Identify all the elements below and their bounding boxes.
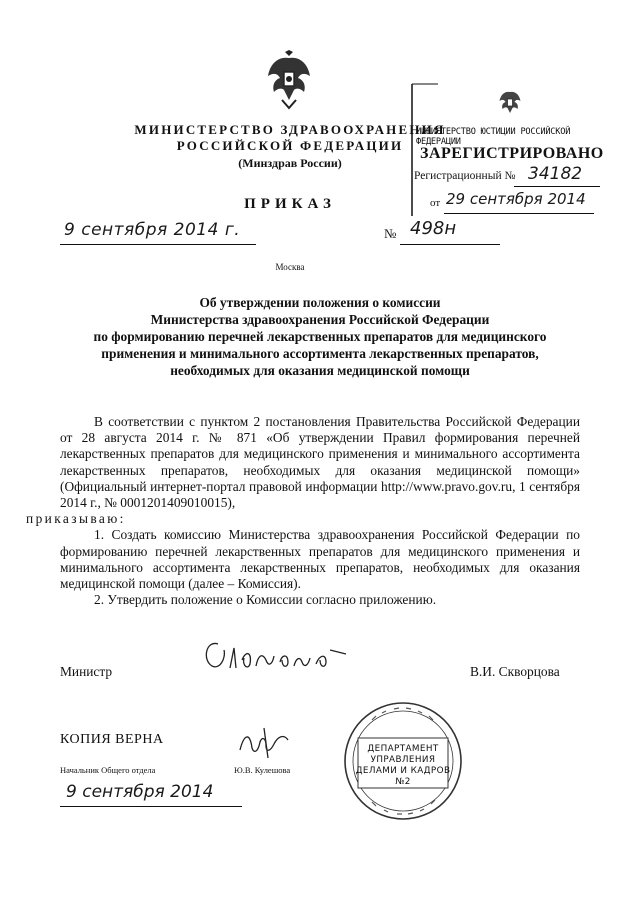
registration-date-underline [444,213,594,214]
minister-signature [196,630,366,680]
copy-date: 9 сентября 2014 [66,782,214,802]
ministry-line1: МИНИСТЕРСТВО ЗДРАВООХРАНЕНИЯ [134,122,446,137]
copy-signature [234,724,304,760]
ministry-line2: РОССИЙСКОЙ ФЕДЕРАЦИИ [176,138,404,153]
stamp-line: ДЕПАРТАМЕНТ [367,744,439,754]
document-title [60,294,580,379]
registration-date-prefix: от [430,197,441,209]
date-underline [60,244,256,245]
order-number: 498н [410,218,457,239]
item-1-paragraph: 1. Создать комиссию Министерства здравоохранения Российской Федерации по формированию перечней лекарственных препаратов для медицинского применения и минимального ассортимента лекарственных препаратов, необходимых для оказания медицинской помощи (далее – Комиссия). [60,527,580,592]
stamp-line: УПРАВЛЕНИЯ [370,755,436,765]
title-line: применения и минимального ассортимента лекарственных препаратов, [101,346,539,361]
stamp-line: №2 [395,777,411,787]
preamble-text: В соответствии с пунктом 2 постановления Правительства Российской Федерации от 28 августа 2014 г. № 871 «Об утверждении Правил формирования перечней лекарственных препаратов для медицинского применения и минимального ассортимента лекарственных препаратов, необходимых для оказания медицинской помощи» (Официальный интернет-портал правовой информации http://www.pravo.gov.ru, 1 сентября 2014 г., № 0001201409010015), [60,414,580,511]
ministry-short-name: (Минздрав России) [238,156,342,170]
copy-certifier-name: Ю.В. Кулешова [234,765,291,775]
preamble-paragraph [26,414,580,527]
registration-number-label: Регистрационный № [414,170,516,182]
order-word: приказываю: [26,511,126,527]
registration-authority: МИНИСТЕРСТВО ЮСТИЦИИ РОССИЙСКОЙ ФЕДЕРАЦИИ [416,127,571,147]
copy-true-label: КОПИЯ ВЕРНА [60,732,164,747]
registration-number-underline [514,186,600,187]
title-line: Министерства здравоохранения Российской Федерации [150,312,490,327]
title-line: Об утверждении положения о комиссии [199,295,441,310]
coat-of-arms-icon [264,50,314,110]
document-body [26,414,580,608]
round-stamp-text [352,744,454,788]
registration-date: 29 сентября 2014 [446,190,586,208]
city: Москва [275,262,305,272]
item-2-paragraph: 2. Утвердить положение о Комиссии согласно приложению. [94,592,437,608]
copy-certifier-position: Начальник Общего отдела [60,765,156,775]
document-type: ПРИКАЗ [244,196,336,212]
coat-of-arms-icon [496,88,524,118]
number-sign: № [384,226,397,241]
title-line: необходимых для оказания медицинской помощи [170,363,470,378]
stamp-line: ДЕЛАМИ И КАДРОВ [355,766,451,776]
copy-date-underline [60,806,242,807]
registration-status: ЗАРЕГИСТРИРОВАНО [420,145,604,162]
registration-number: 34182 [528,164,583,184]
order-date: 9 сентября 2014 г. [64,220,241,240]
signatory-name: В.И. Скворцова [470,664,560,679]
signatory-role: Министр [60,664,113,679]
title-line: по формированию перечней лекарственных препаратов для медицинского [93,329,547,344]
number-underline [400,244,500,245]
